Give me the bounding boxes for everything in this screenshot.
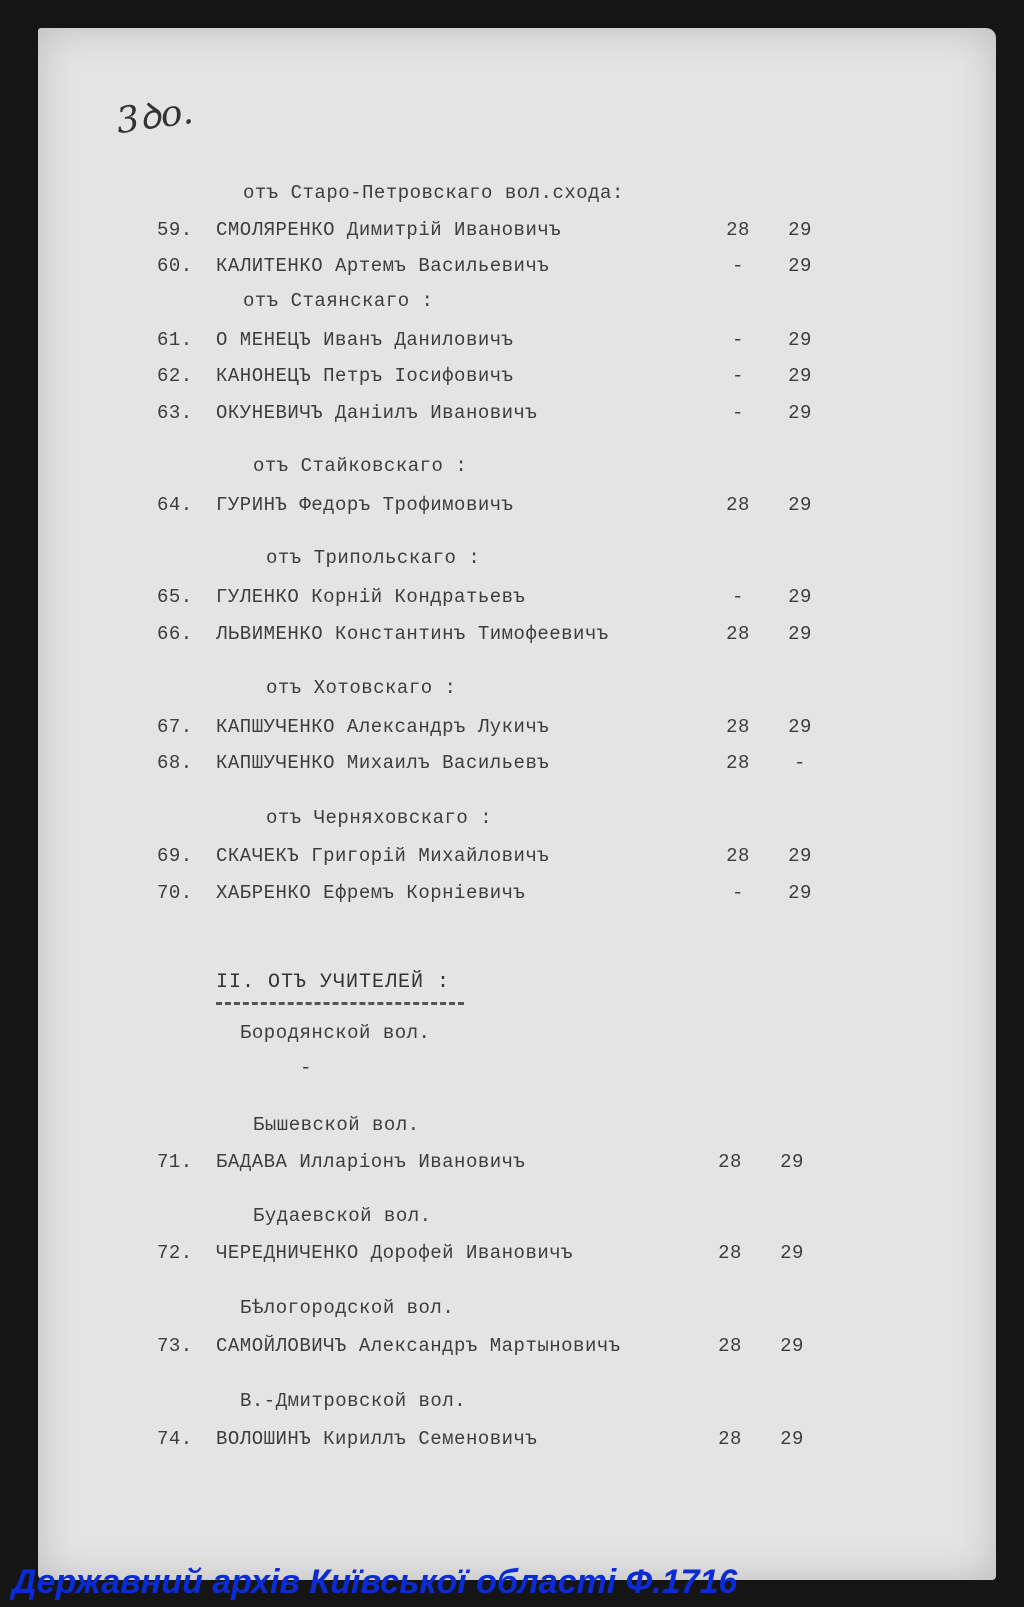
entry-name: КАПШУЧЕНКО Михаилъ Васильевъ <box>216 752 550 774</box>
district-header: отъ Старо-Петровскаго вол.схода: <box>243 182 624 204</box>
list-item <box>38 215 938 245</box>
entry-col-28: 28 <box>718 1335 742 1357</box>
entry-col-29: 29 <box>780 1428 804 1450</box>
list-item <box>38 398 938 428</box>
entry-number: 64. <box>157 494 193 516</box>
district-header: Бородянской вол. <box>240 1022 431 1044</box>
entry-number: 61. <box>157 329 193 351</box>
entry-col-29: 29 <box>788 255 812 277</box>
entry-col-28: 28 <box>718 1242 742 1264</box>
entry-number: 65. <box>157 586 193 608</box>
entry-number: 68. <box>157 752 193 774</box>
entry-col-29: 29 <box>788 402 812 424</box>
entry-col-29: 29 <box>788 365 812 387</box>
entry-name: ГУРИНЪ Федоръ Трофимовичъ <box>216 494 514 516</box>
empty-dash: - <box>300 1057 312 1079</box>
entry-number: 70. <box>157 882 193 904</box>
section-underline <box>216 998 464 1005</box>
entry-col-29: 29 <box>788 845 812 867</box>
entry-number: 67. <box>157 716 193 738</box>
entry-name: СКАЧЕКЪ Григорій Михайловичъ <box>216 845 550 867</box>
list-item <box>38 490 938 520</box>
district-header: отъ Черняховскаго : <box>266 807 493 829</box>
entry-col-28: 28 <box>726 494 750 516</box>
entry-col-28: 28 <box>726 623 750 645</box>
list-item <box>38 1331 938 1361</box>
entry-col-28: - <box>732 329 744 351</box>
entry-name: САМОЙЛОВИЧЪ Александръ Мартыновичъ <box>216 1335 621 1357</box>
entry-name: КАНОНЕЦЪ Петръ Іосифовичъ <box>216 365 514 387</box>
list-item <box>38 1238 938 1268</box>
entry-name: ЧЕРЕДНИЧЕНКО Дорофей Ивановичъ <box>216 1242 574 1264</box>
list-item <box>38 619 938 649</box>
district-header: отъ Стаянскаго : <box>243 290 434 312</box>
list-item <box>38 582 938 612</box>
list-item <box>38 841 938 871</box>
entry-col-29: - <box>794 752 806 774</box>
entry-name: БАДАВА Илларіонъ Ивановичъ <box>216 1151 526 1173</box>
entry-col-29: 29 <box>780 1335 804 1357</box>
entry-number: 71. <box>157 1151 193 1173</box>
list-item <box>38 361 938 391</box>
entry-number: 60. <box>157 255 193 277</box>
district-header: Бѣлогородской вол. <box>240 1297 455 1319</box>
entry-col-28: - <box>732 402 744 424</box>
district-header: отъ Стайковскаго : <box>253 455 468 477</box>
entry-number: 74. <box>157 1428 193 1450</box>
entry-number: 73. <box>157 1335 193 1357</box>
entry-col-28: - <box>732 882 744 904</box>
list-item <box>38 878 938 908</box>
entry-name: О МЕНЕЦЪ Иванъ Даниловичъ <box>216 329 514 351</box>
archive-page-number: 3ꝺo. <box>113 90 196 143</box>
entry-col-29: 29 <box>788 329 812 351</box>
document-page <box>38 28 996 1580</box>
entry-col-29: 29 <box>780 1151 804 1173</box>
district-header: В.-Дмитровской вол. <box>240 1390 467 1412</box>
entry-col-28: - <box>732 586 744 608</box>
district-header: Бышевской вол. <box>253 1114 420 1136</box>
list-item <box>38 325 938 355</box>
district-header: Будаевской вол. <box>253 1205 432 1227</box>
entry-number: 62. <box>157 365 193 387</box>
entry-col-29: 29 <box>788 494 812 516</box>
list-item <box>38 251 938 281</box>
entry-name: КАПШУЧЕНКО Александръ Лукичъ <box>216 716 550 738</box>
list-item <box>38 1147 938 1177</box>
entry-name: ВОЛОШИНЪ Кириллъ Семеновичъ <box>216 1428 538 1450</box>
list-item <box>38 1424 938 1454</box>
entry-number: 63. <box>157 402 193 424</box>
entry-col-28: - <box>732 365 744 387</box>
section-title: II. ОТЪ УЧИТЕЛЕЙ : <box>216 971 451 994</box>
entry-number: 72. <box>157 1242 193 1264</box>
entry-name: КАЛИТЕНКО Артемъ Васильевичъ <box>216 255 550 277</box>
list-item <box>38 748 938 778</box>
entry-col-29: 29 <box>788 623 812 645</box>
entry-col-28: - <box>732 255 744 277</box>
entry-col-28: 28 <box>726 845 750 867</box>
entry-name: СМОЛЯРЕНКО Димитрій Ивановичъ <box>216 219 562 241</box>
entry-name: ОКУНЕВИЧЪ Даніилъ Ивановичъ <box>216 402 538 424</box>
district-header: отъ Трипольскаго : <box>266 547 481 569</box>
entry-col-29: 29 <box>788 219 812 241</box>
entry-number: 69. <box>157 845 193 867</box>
entry-name: ЛЬВИМЕНКО Константинъ Тимофеевичъ <box>216 623 609 645</box>
entry-col-28: 28 <box>718 1151 742 1173</box>
entry-number: 66. <box>157 623 193 645</box>
entry-number: 59. <box>157 219 193 241</box>
district-header: отъ Хотовскаго : <box>266 677 457 699</box>
entry-col-28: 28 <box>726 219 750 241</box>
entry-name: ХАБРЕНКО Ефремъ Корніевичъ <box>216 882 526 904</box>
entry-col-29: 29 <box>788 586 812 608</box>
entry-col-29: 29 <box>780 1242 804 1264</box>
archive-watermark: Державний архів Київської області Ф.1716 <box>12 1563 738 1601</box>
list-item <box>38 712 938 742</box>
entry-col-28: 28 <box>726 752 750 774</box>
entry-col-29: 29 <box>788 882 812 904</box>
entry-col-28: 28 <box>726 716 750 738</box>
entry-name: ГУЛЕНКО Корній Кондратьевъ <box>216 586 526 608</box>
entry-col-28: 28 <box>718 1428 742 1450</box>
entry-col-29: 29 <box>788 716 812 738</box>
